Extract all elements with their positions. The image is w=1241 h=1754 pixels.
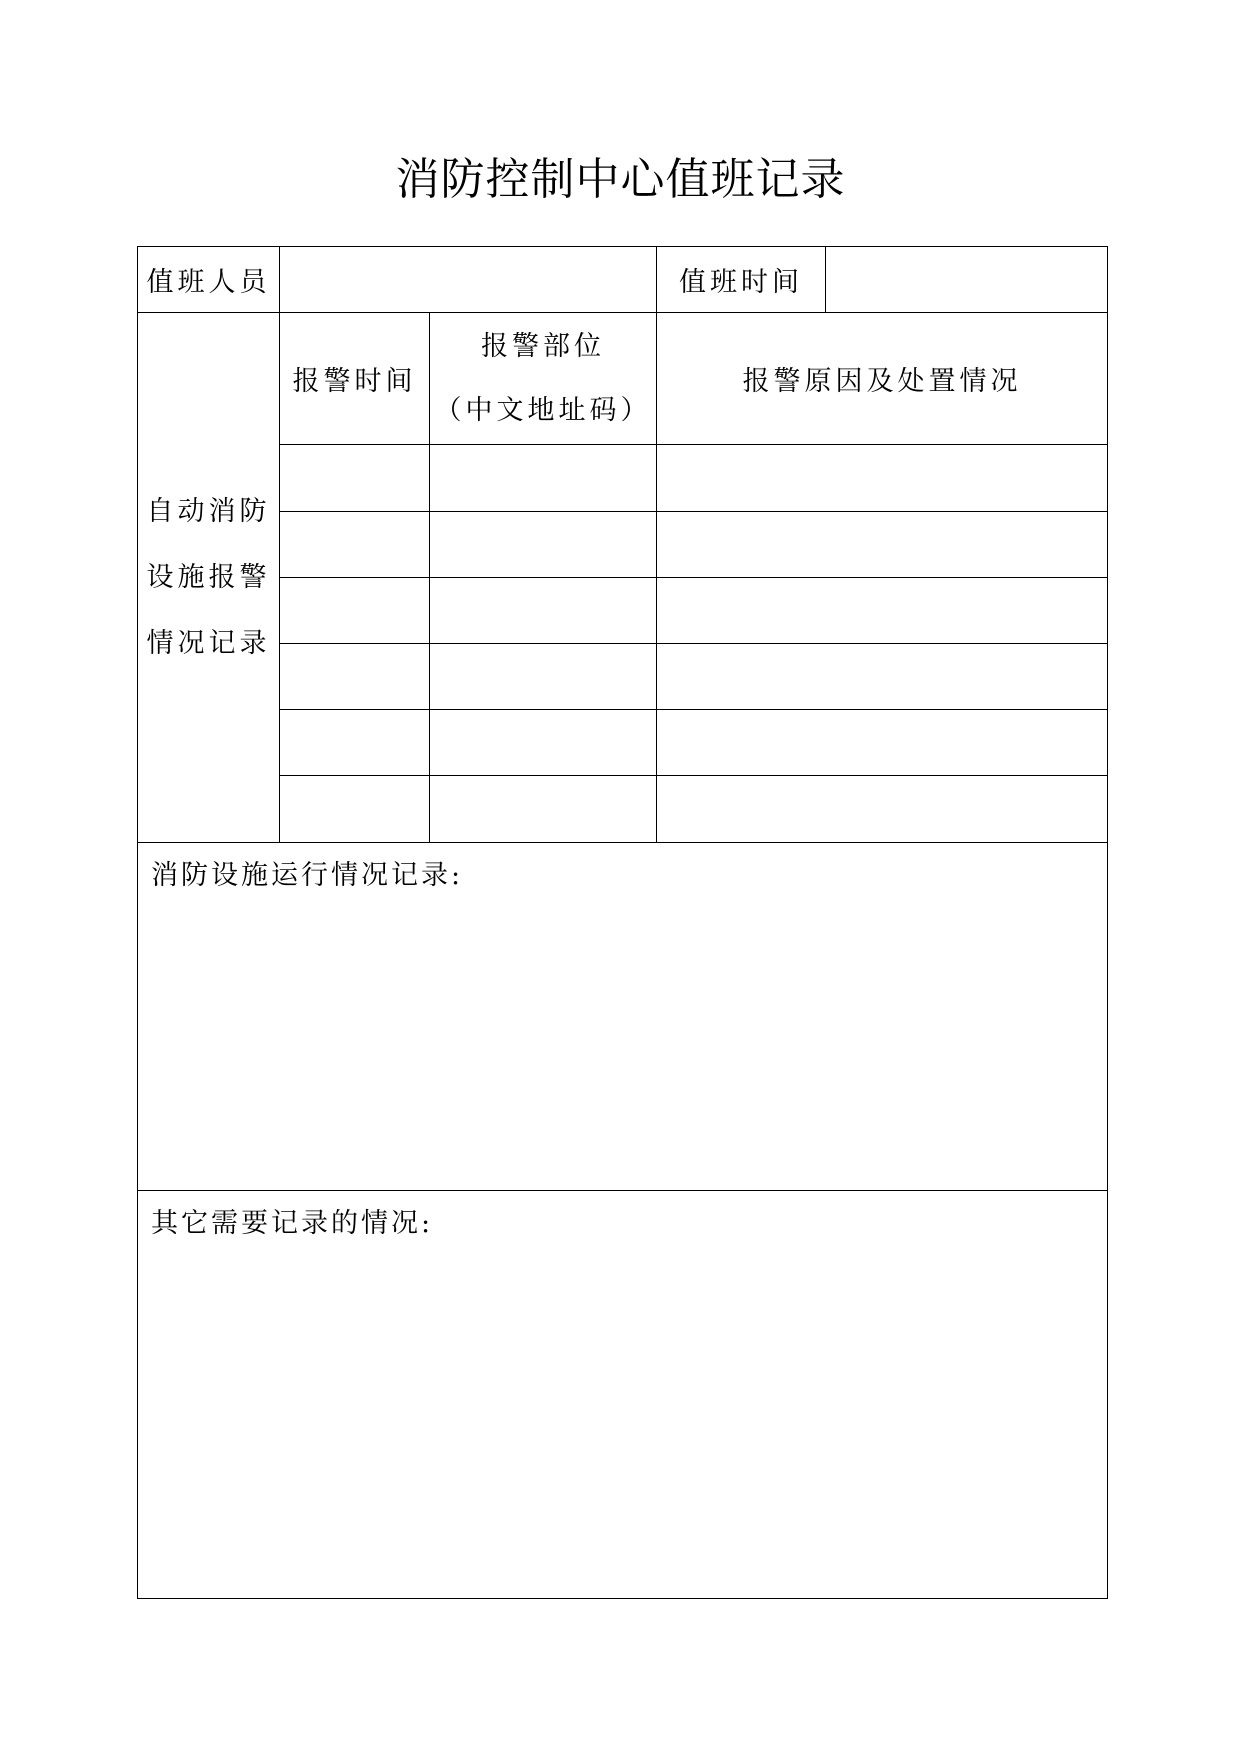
facility-operation-field[interactable]: [138, 901, 1107, 1189]
alarm-time-cell[interactable]: [280, 644, 429, 709]
staff-label: 值班人员: [146, 267, 271, 298]
alarm-time-cell[interactable]: [280, 776, 429, 842]
row-divider: [137, 1190, 1108, 1191]
alarm-section-label: [138, 313, 279, 842]
other-notes-label: 其它需要记录的情况:: [151, 1208, 434, 1239]
alarm-cause-cell[interactable]: [657, 644, 1107, 709]
column-header-alarm-location: [430, 313, 656, 444]
duty-time-input[interactable]: [826, 247, 1107, 312]
alarm-section-label-line: 自动消防: [146, 495, 271, 527]
alarm-section-label-line: 情况记录: [146, 627, 271, 659]
column-header-cause-handling: 报警原因及处置情况: [742, 366, 1022, 397]
duty-time-label: 值班时间: [679, 267, 803, 298]
alarm-cause-cell[interactable]: [657, 512, 1107, 577]
page-title: 消防控制中心值班记录: [395, 154, 846, 205]
duty-record-table: [137, 246, 1108, 1599]
alarm-time-cell[interactable]: [280, 578, 429, 643]
alarm-cause-cell[interactable]: [657, 445, 1107, 511]
alarm-location-cell[interactable]: [430, 644, 656, 709]
alarm-location-header-line1: 报警部位: [481, 330, 605, 362]
row-divider: [137, 842, 1108, 843]
alarm-location-cell[interactable]: [430, 776, 656, 842]
staff-input[interactable]: [280, 247, 656, 312]
table-border-right: [1107, 246, 1108, 1599]
table-border-bottom: [137, 1598, 1108, 1599]
alarm-cause-cell[interactable]: [657, 776, 1107, 842]
alarm-location-cell[interactable]: [430, 445, 656, 511]
alarm-time-cell[interactable]: [280, 445, 429, 511]
column-header-alarm-time: 报警时间: [292, 366, 417, 397]
alarm-cause-cell[interactable]: [657, 578, 1107, 643]
alarm-location-cell[interactable]: [430, 710, 656, 775]
alarm-location-cell[interactable]: [430, 512, 656, 577]
alarm-time-cell[interactable]: [280, 512, 429, 577]
facility-operation-label: 消防设施运行情况记录:: [151, 860, 464, 891]
alarm-section-label-line: 设施报警: [146, 561, 271, 593]
alarm-location-cell[interactable]: [430, 578, 656, 643]
other-notes-field[interactable]: [138, 1249, 1107, 1597]
alarm-time-cell[interactable]: [280, 710, 429, 775]
alarm-location-header-line2: （中文地址码）: [434, 394, 652, 426]
alarm-cause-cell[interactable]: [657, 710, 1107, 775]
